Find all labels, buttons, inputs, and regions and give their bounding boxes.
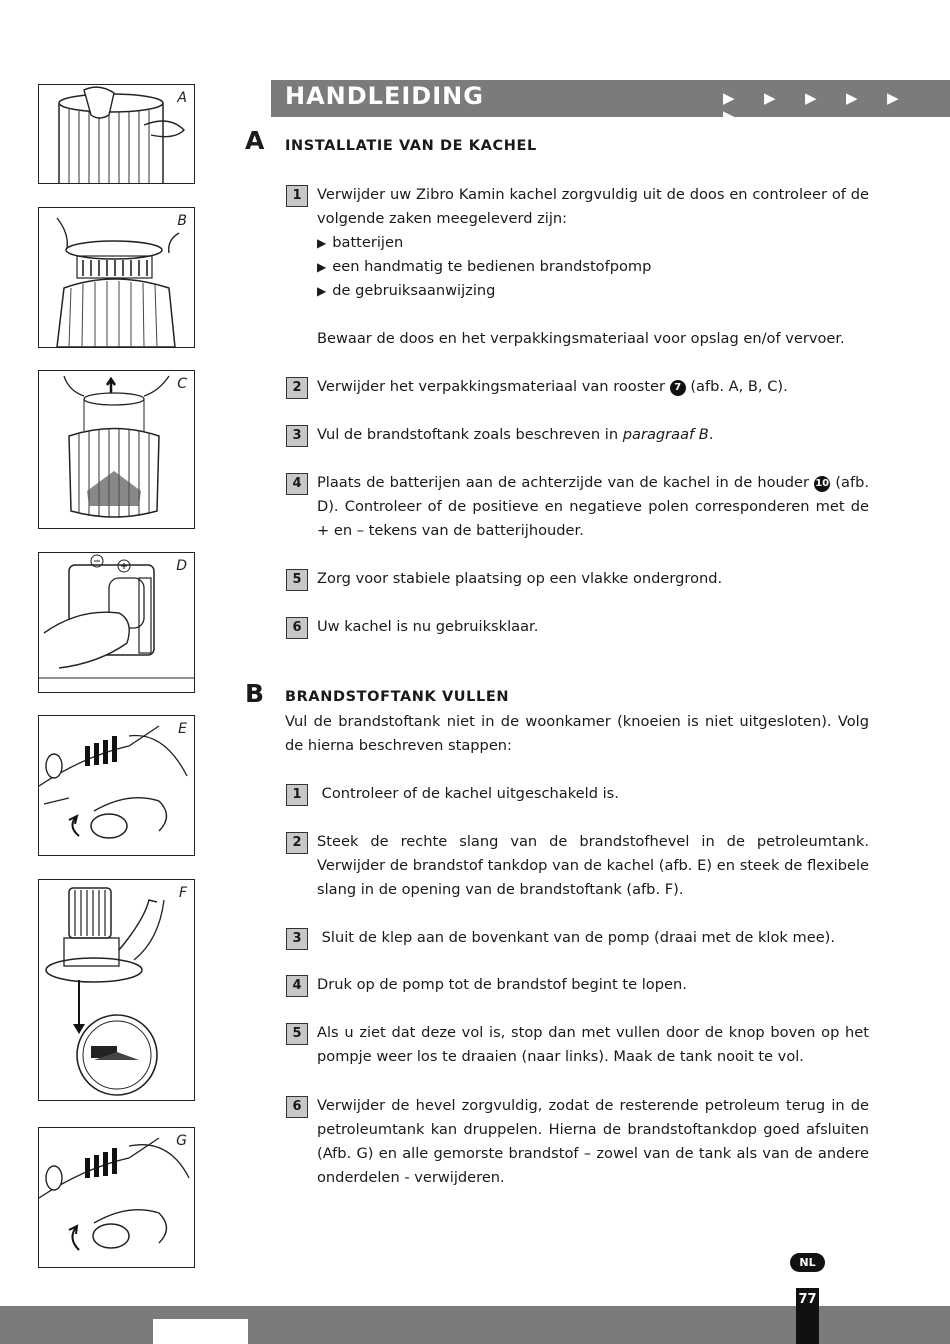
step-number: 3 [286, 928, 308, 950]
heater-lift-illustration [39, 371, 194, 528]
step-note: Bewaar de doos en het verpakkingsmateriaal voor opslag en/of vervoer. [317, 330, 845, 347]
step-text: Sluit de klep aan de bovenkant van de pomp (draai met de klok mee). [317, 929, 836, 946]
step-text: Zorg voor stabiele plaatsing op een vlakke ondergrond. [317, 570, 723, 587]
step-text: Steek de rechte slang van de brandstofhevel in de petroleumtank. Verwijder de brandstof tankdop van de kachel (afb. E) en steek de flexibele slang in de opening van de brandstoftank (afb. F). [317, 833, 869, 898]
step-number: 4 [286, 473, 308, 495]
step-text [317, 471, 869, 543]
step-number: 1 [286, 784, 308, 806]
step-body: Plaats de batterijen aan de achterzijde van de kachel in de houder [317, 474, 809, 491]
step-number: 6 [286, 617, 308, 639]
step-body: Verwijder uw Zibro Kamin kachel zorgvuldig uit de doos en controleer of de volgende zaken meegeleverd zijn: [317, 186, 869, 227]
step-text: Verwijder de hevel zorgvuldig, zodat de resterende petroleum terug in de petroleumtank kan druppelen. Hierna de brandstoftankdop goed afsluiten (Afb. G) en alle gemorste brandstof – zowel van de tank als van de andere onderdelen - verwijderen. [317, 1097, 869, 1186]
figure-label: F [178, 885, 187, 901]
section-title: BRANDSTOFTANK VULLEN [285, 689, 510, 705]
figure-c [38, 370, 195, 529]
section-letter: A [245, 126, 265, 155]
figure-d [38, 552, 195, 693]
step-number: 2 [286, 377, 308, 399]
figure-f [38, 879, 195, 1101]
section-intro: Vul de brandstoftank niet in de woonkamer (knoeien is niet uitgesloten). Volg de hierna beschreven stappen: [285, 713, 869, 754]
battery-holder-illustration [39, 553, 194, 692]
step-text: Controleer of de kachel uitgeschakeld is. [317, 785, 619, 802]
arrow-right-icon: ▶ [846, 89, 858, 107]
fuel-pump-illustration [39, 880, 194, 1100]
step-number: 5 [286, 569, 308, 591]
step-body: Verwijder het verpakkingsmateriaal van rooster [317, 378, 666, 395]
step-number: 3 [286, 425, 308, 447]
arrow-right-icon: ▶ [805, 89, 817, 107]
header-bar [271, 80, 950, 125]
language-badge: NL [790, 1253, 825, 1272]
reference-number-icon: 10 [814, 476, 830, 492]
step-number: 6 [286, 1096, 308, 1118]
step-text [317, 375, 869, 399]
figure-label: A [177, 90, 187, 106]
step-body: Vul de brandstoftank zoals beschreven in [317, 426, 619, 443]
figure-g [38, 1127, 195, 1268]
heater-grille-illustration [39, 208, 194, 347]
footer-tab [153, 1319, 248, 1344]
figure-label: G [176, 1133, 187, 1149]
figure-label: E [178, 721, 187, 737]
step-number: 5 [286, 1023, 308, 1045]
step-text: Als u ziet dat deze vol is, stop dan met vullen door de knop boven op het pompje weer los te draaien (naar links). Maak de tank nooit te vol. [317, 1024, 869, 1065]
step-body: (afb. A, B, C). [690, 378, 788, 395]
heater-top-illustration [39, 85, 194, 183]
figure-label: C [177, 376, 187, 392]
page-title: HANDLEIDING [285, 82, 484, 110]
step-body: (afb. D). Controleer of de positieve en negatieve polen corresponderen met de + en – tekens van de batterijhouder. [317, 474, 869, 539]
step-body: . [708, 426, 714, 443]
header-arrows [723, 89, 950, 125]
figure-a [38, 84, 195, 184]
bullet-item: ▶ batterijen [317, 231, 869, 255]
step-number: 1 [286, 185, 308, 207]
figure-e [38, 715, 195, 856]
arrow-right-icon: ▶ [887, 89, 899, 107]
step-text [317, 423, 869, 447]
figure-label: D [176, 558, 187, 574]
bullet-item: ▶ een handmatig te bedienen brandstofpomp [317, 255, 869, 279]
section-title: INSTALLATIE VAN DE KACHEL [285, 138, 537, 154]
section-letter: B [245, 679, 265, 708]
fuel-cap-removal-illustration [39, 716, 194, 855]
figure-label: B [177, 213, 187, 229]
reference-number-icon: 7 [670, 380, 686, 396]
step-text: Uw kachel is nu gebruiksklaar. [317, 618, 539, 635]
arrow-right-icon: ▶ [723, 89, 735, 107]
step-number: 4 [286, 975, 308, 997]
step-reference: paragraaf B [622, 426, 709, 443]
page-number-box [796, 1288, 819, 1344]
arrow-right-icon: ▶ [723, 107, 735, 125]
step-number: 2 [286, 832, 308, 854]
figure-b [38, 207, 195, 348]
step-text [317, 183, 869, 303]
page-number: 77 [798, 1292, 817, 1307]
bullet-item: ▶ de gebruiksaanwijzing [317, 279, 869, 303]
arrow-right-icon: ▶ [764, 89, 776, 107]
fuel-cap-closing-illustration [39, 1128, 194, 1267]
step-text: Druk op de pomp tot de brandstof begint te lopen. [317, 976, 687, 993]
